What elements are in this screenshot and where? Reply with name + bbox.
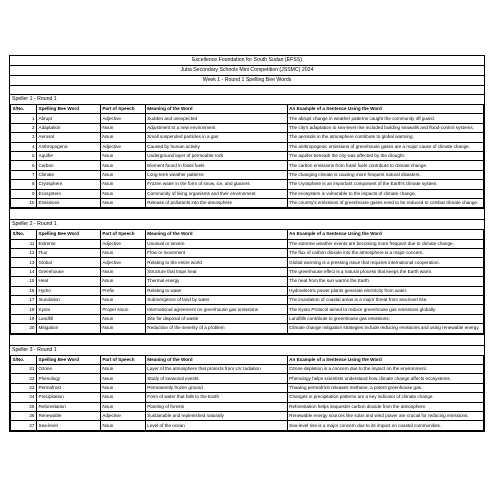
table-header-row — [11, 355, 484, 364]
row-number: 22 — [11, 374, 37, 383]
word-meaning: Planting of forests — [145, 402, 287, 411]
table-row — [11, 198, 484, 207]
example-sentence: Climate change mitigation strategies include reducing emissions and using renewable energy. — [287, 324, 483, 333]
row-number: 15 — [11, 277, 37, 286]
example-sentence: The aerosols in the atmosphere contribute to global warming. — [287, 133, 483, 142]
part-of-speech: Noun — [100, 170, 145, 179]
column-header: Meaning of the Word — [145, 230, 287, 239]
column-header: Part of Speech — [100, 230, 145, 239]
row-number: 5 — [11, 151, 37, 160]
row-number: 4 — [11, 142, 37, 151]
table-row — [11, 402, 484, 411]
column-header: Spelling Bee Word — [37, 230, 101, 239]
word-meaning: Relating to water — [145, 286, 287, 295]
example-sentence: Global warming is a pressing issue that requires international cooperation. — [287, 258, 483, 267]
section-title: Speller 1 - Round 1 — [10, 94, 484, 104]
part-of-speech: Noun — [100, 189, 145, 198]
sections-container — [9, 86, 485, 432]
word-meaning: Structure that traps heat — [145, 267, 287, 276]
part-of-speech: Noun — [100, 393, 145, 402]
part-of-speech: Adjective — [100, 114, 145, 123]
part-of-speech: Noun — [100, 364, 145, 373]
word-meaning: Community of living organisms and their environment — [145, 189, 287, 198]
word-meaning: Reduction of the severity of a problem — [145, 324, 287, 333]
word-table — [10, 104, 484, 208]
table-row — [11, 142, 484, 151]
word-meaning: International agreement on greenhouse gas emissions — [145, 305, 287, 314]
table-row — [11, 267, 484, 276]
spreadsheet — [9, 55, 485, 432]
table-row — [11, 277, 484, 286]
word-meaning: Relating to the entire world — [145, 258, 287, 267]
word-meaning: Sustainable and replenished naturally — [145, 411, 287, 420]
example-sentence: The flux of carbon dioxide into the atmosphere is a major concern. — [287, 249, 483, 258]
spelling-word: Renewable — [37, 411, 101, 420]
column-header: An Example of a Sentence Using the Word — [287, 355, 483, 364]
example-sentence: The extreme weather events are becoming more frequent due to climate change. — [287, 239, 483, 248]
row-number: 24 — [11, 393, 37, 402]
column-header: Spelling Bee Word — [37, 105, 101, 114]
word-meaning: Submergence of land by water — [145, 296, 287, 305]
spelling-word: Precipitation — [37, 393, 101, 402]
spelling-word: Adaptation — [37, 123, 101, 132]
word-table — [10, 355, 484, 431]
table-row — [11, 411, 484, 420]
table-row — [11, 249, 484, 258]
part-of-speech: Noun — [100, 324, 145, 333]
table-row — [11, 364, 484, 373]
spelling-word: Inundation — [37, 296, 101, 305]
column-header: An Example of a Sentence Using the Word — [287, 105, 483, 114]
word-meaning: Underground layer of permeable rock — [145, 151, 287, 160]
table-row — [11, 123, 484, 132]
table-row — [11, 296, 484, 305]
competition-title: Juba Secondary Schools Mini Competition (JSSMC) 2024 — [10, 66, 484, 76]
part-of-speech: Noun — [100, 277, 145, 286]
org-title: Excellence Foundation for South Sudan (EFSS) — [10, 56, 484, 66]
table-row — [11, 286, 484, 295]
spelling-word: Greenhouse — [37, 267, 101, 276]
example-sentence: Sea-level rise is a major concern due to its impact on coastal communities. — [287, 421, 483, 430]
example-sentence: The city's adaptation to sea-level rise included building seawalls and flood-control systems. — [287, 123, 483, 132]
table-row — [11, 180, 484, 189]
example-sentence: The cryosphere is an important component of the Earth's climate system. — [287, 180, 483, 189]
sheet-header — [9, 55, 485, 86]
example-sentence: Ozone depletion is a concern due to the impact on the environment. — [287, 364, 483, 373]
part-of-speech: Noun — [100, 151, 145, 160]
spelling-word: Anthropogenic — [37, 142, 101, 151]
word-meaning: Small suspended particles in a gas — [145, 133, 287, 142]
spelling-word: Reforestation — [37, 402, 101, 411]
example-sentence: The heat from the sun warms the Earth. — [287, 277, 483, 286]
spelling-word: Ozone — [37, 364, 101, 373]
row-number: 17 — [11, 296, 37, 305]
word-meaning: Study of seasonal events — [145, 374, 287, 383]
row-number: 13 — [11, 258, 37, 267]
spelling-word: Flux — [37, 249, 101, 258]
table-header-row — [11, 230, 484, 239]
table-row — [11, 161, 484, 170]
part-of-speech: Adjective — [100, 142, 145, 151]
spelling-word: Extreme — [37, 239, 101, 248]
example-sentence: Hydroelectric power plants generate electricity from water. — [287, 286, 483, 295]
word-meaning: Long-term weather patterns — [145, 170, 287, 179]
section-spacer — [9, 208, 485, 219]
example-sentence: The anthropogenic emissions of greenhouse gases are a major cause of climate change. — [287, 142, 483, 151]
part-of-speech: Noun — [100, 296, 145, 305]
spelling-word: Landfill — [37, 314, 101, 323]
table-row — [11, 421, 484, 430]
spelling-word: Permafrost — [37, 383, 101, 392]
part-of-speech: Noun — [100, 198, 145, 207]
table-row — [11, 314, 484, 323]
row-number: 21 — [11, 364, 37, 373]
speller-section — [9, 219, 485, 333]
part-of-speech: Noun — [100, 123, 145, 132]
example-sentence: The carbon emissions from fossil fuels contribute to climate change. — [287, 161, 483, 170]
part-of-speech: Noun — [100, 133, 145, 142]
table-row — [11, 258, 484, 267]
row-number: 1 — [11, 114, 37, 123]
row-number: 6 — [11, 161, 37, 170]
section-title: Speller 2 - Round 1 — [10, 219, 484, 229]
column-header: S/No. — [11, 355, 37, 364]
table-row — [11, 189, 484, 198]
section-spacer — [9, 334, 485, 345]
row-number: 10 — [11, 198, 37, 207]
part-of-speech: Prefix — [100, 286, 145, 295]
spelling-word: Emissions — [37, 198, 101, 207]
word-meaning: Sudden and unexpected — [145, 114, 287, 123]
table-row — [11, 239, 484, 248]
example-sentence: The greenhouse effect is a natural process that keeps the Earth warm. — [287, 267, 483, 276]
part-of-speech: Noun — [100, 180, 145, 189]
spelling-word: Aquifer — [37, 151, 101, 160]
row-number: 26 — [11, 411, 37, 420]
word-meaning: Adjustment to a new environment — [145, 123, 287, 132]
table-header-row — [11, 105, 484, 114]
column-header: Part of Speech — [100, 105, 145, 114]
table-row — [11, 114, 484, 123]
example-sentence: Phenology helps scientists understand how climate change affects ecosystems. — [287, 374, 483, 383]
word-meaning: Thermal energy — [145, 277, 287, 286]
spelling-word: Sea-level — [37, 421, 101, 430]
row-number: 8 — [11, 180, 37, 189]
part-of-speech: Noun — [100, 402, 145, 411]
table-row — [11, 393, 484, 402]
word-meaning: Caused by human activity — [145, 142, 287, 151]
word-meaning: Level of the ocean — [145, 421, 287, 430]
example-sentence: The Kyoto Protocol aimed to reduce greenhouse gas emissions globally. — [287, 305, 483, 314]
example-sentence: Renewable energy sources like solar and wind power are crucial for reducing emissions. — [287, 411, 483, 420]
row-number: 25 — [11, 402, 37, 411]
column-header: Meaning of the Word — [145, 105, 287, 114]
column-header: Meaning of the Word — [145, 355, 287, 364]
section-spacer — [9, 86, 485, 94]
column-header: An Example of a Sentence Using the Word — [287, 230, 483, 239]
spelling-word: Phenology — [37, 374, 101, 383]
example-sentence: Changes in precipitation patterns are a key indicator of climate change. — [287, 393, 483, 402]
row-number: 14 — [11, 267, 37, 276]
spelling-word: Climate — [37, 170, 101, 179]
table-row — [11, 170, 484, 179]
example-sentence: The abrupt change in weather patterns caught the community off guard. — [287, 114, 483, 123]
row-number: 16 — [11, 286, 37, 295]
part-of-speech: Noun — [100, 249, 145, 258]
part-of-speech: Noun — [100, 421, 145, 430]
part-of-speech: Noun — [100, 383, 145, 392]
part-of-speech: Noun — [100, 374, 145, 383]
row-number: 2 — [11, 123, 37, 132]
part-of-speech: Adjective — [100, 411, 145, 420]
spelling-word: Ecosystem — [37, 189, 101, 198]
word-meaning: Permanently frozen ground — [145, 383, 287, 392]
column-header: Part of Speech — [100, 355, 145, 364]
table-row — [11, 151, 484, 160]
column-header: S/No. — [11, 230, 37, 239]
row-number: 19 — [11, 314, 37, 323]
word-meaning: Layer of the atmosphere that protects from UV radiation — [145, 364, 287, 373]
section-title: Speller 3 - Round 1 — [10, 345, 484, 355]
part-of-speech: Proper Noun — [100, 305, 145, 314]
row-number: 23 — [11, 383, 37, 392]
table-row — [11, 383, 484, 392]
round-title: Week 1 - Round 1 Spelling Bee Words — [10, 76, 484, 86]
example-sentence: The changing climate is causing more frequent natural disasters. — [287, 170, 483, 179]
row-number: 27 — [11, 421, 37, 430]
example-sentence: Reforestation helps sequester carbon dioxide from the atmosphere. — [287, 402, 483, 411]
row-number: 12 — [11, 249, 37, 258]
spelling-word: Abrupt — [37, 114, 101, 123]
part-of-speech: Adjective — [100, 258, 145, 267]
word-meaning: Element found in fossil fuels — [145, 161, 287, 170]
row-number: 9 — [11, 189, 37, 198]
row-number: 11 — [11, 239, 37, 248]
table-row — [11, 133, 484, 142]
spelling-word: Carbon — [37, 161, 101, 170]
row-number: 3 — [11, 133, 37, 142]
spelling-word: Kyoto — [37, 305, 101, 314]
spelling-word: Global — [37, 258, 101, 267]
speller-section — [9, 345, 485, 432]
example-sentence: The aquifer beneath the city was affected by the drought. — [287, 151, 483, 160]
table-row — [11, 305, 484, 314]
spelling-word: Aerosol — [37, 133, 101, 142]
example-sentence: The inundation of coastal areas is a major threat from sea-level rise. — [287, 296, 483, 305]
spelling-word: Mitigation — [37, 324, 101, 333]
part-of-speech: Noun — [100, 314, 145, 323]
row-number: 7 — [11, 170, 37, 179]
part-of-speech: Adjective — [100, 239, 145, 248]
spelling-word: Hydro — [37, 286, 101, 295]
word-meaning: Flow or movement — [145, 249, 287, 258]
example-sentence: Landfills contribute to greenhouse gas emissions. — [287, 314, 483, 323]
column-header: S/No. — [11, 105, 37, 114]
table-row — [11, 374, 484, 383]
table-row — [11, 324, 484, 333]
word-meaning: Unusual or severe — [145, 239, 287, 248]
speller-section — [9, 94, 485, 208]
word-meaning: Form of water that falls to the Earth — [145, 393, 287, 402]
part-of-speech: Noun — [100, 267, 145, 276]
spelling-word: Cryosphere — [37, 180, 101, 189]
word-meaning: Site for disposal of waste — [145, 314, 287, 323]
row-number: 18 — [11, 305, 37, 314]
column-header: Spelling Bee Word — [37, 355, 101, 364]
spelling-word: Heat — [37, 277, 101, 286]
part-of-speech: Noun — [100, 161, 145, 170]
row-number: 20 — [11, 324, 37, 333]
example-sentence: The ecosystem is vulnerable to the impacts of climate change. — [287, 189, 483, 198]
example-sentence: The country's emissions of greenhouse gases need to be reduced to combat climate change. — [287, 198, 483, 207]
example-sentence: Thawing permafrost releases methane, a potent greenhouse gas. — [287, 383, 483, 392]
word-meaning: Release of pollutants into the atmosphere — [145, 198, 287, 207]
word-meaning: Frozen water in the form of snow, ice, and glaciers — [145, 180, 287, 189]
word-table — [10, 229, 484, 333]
